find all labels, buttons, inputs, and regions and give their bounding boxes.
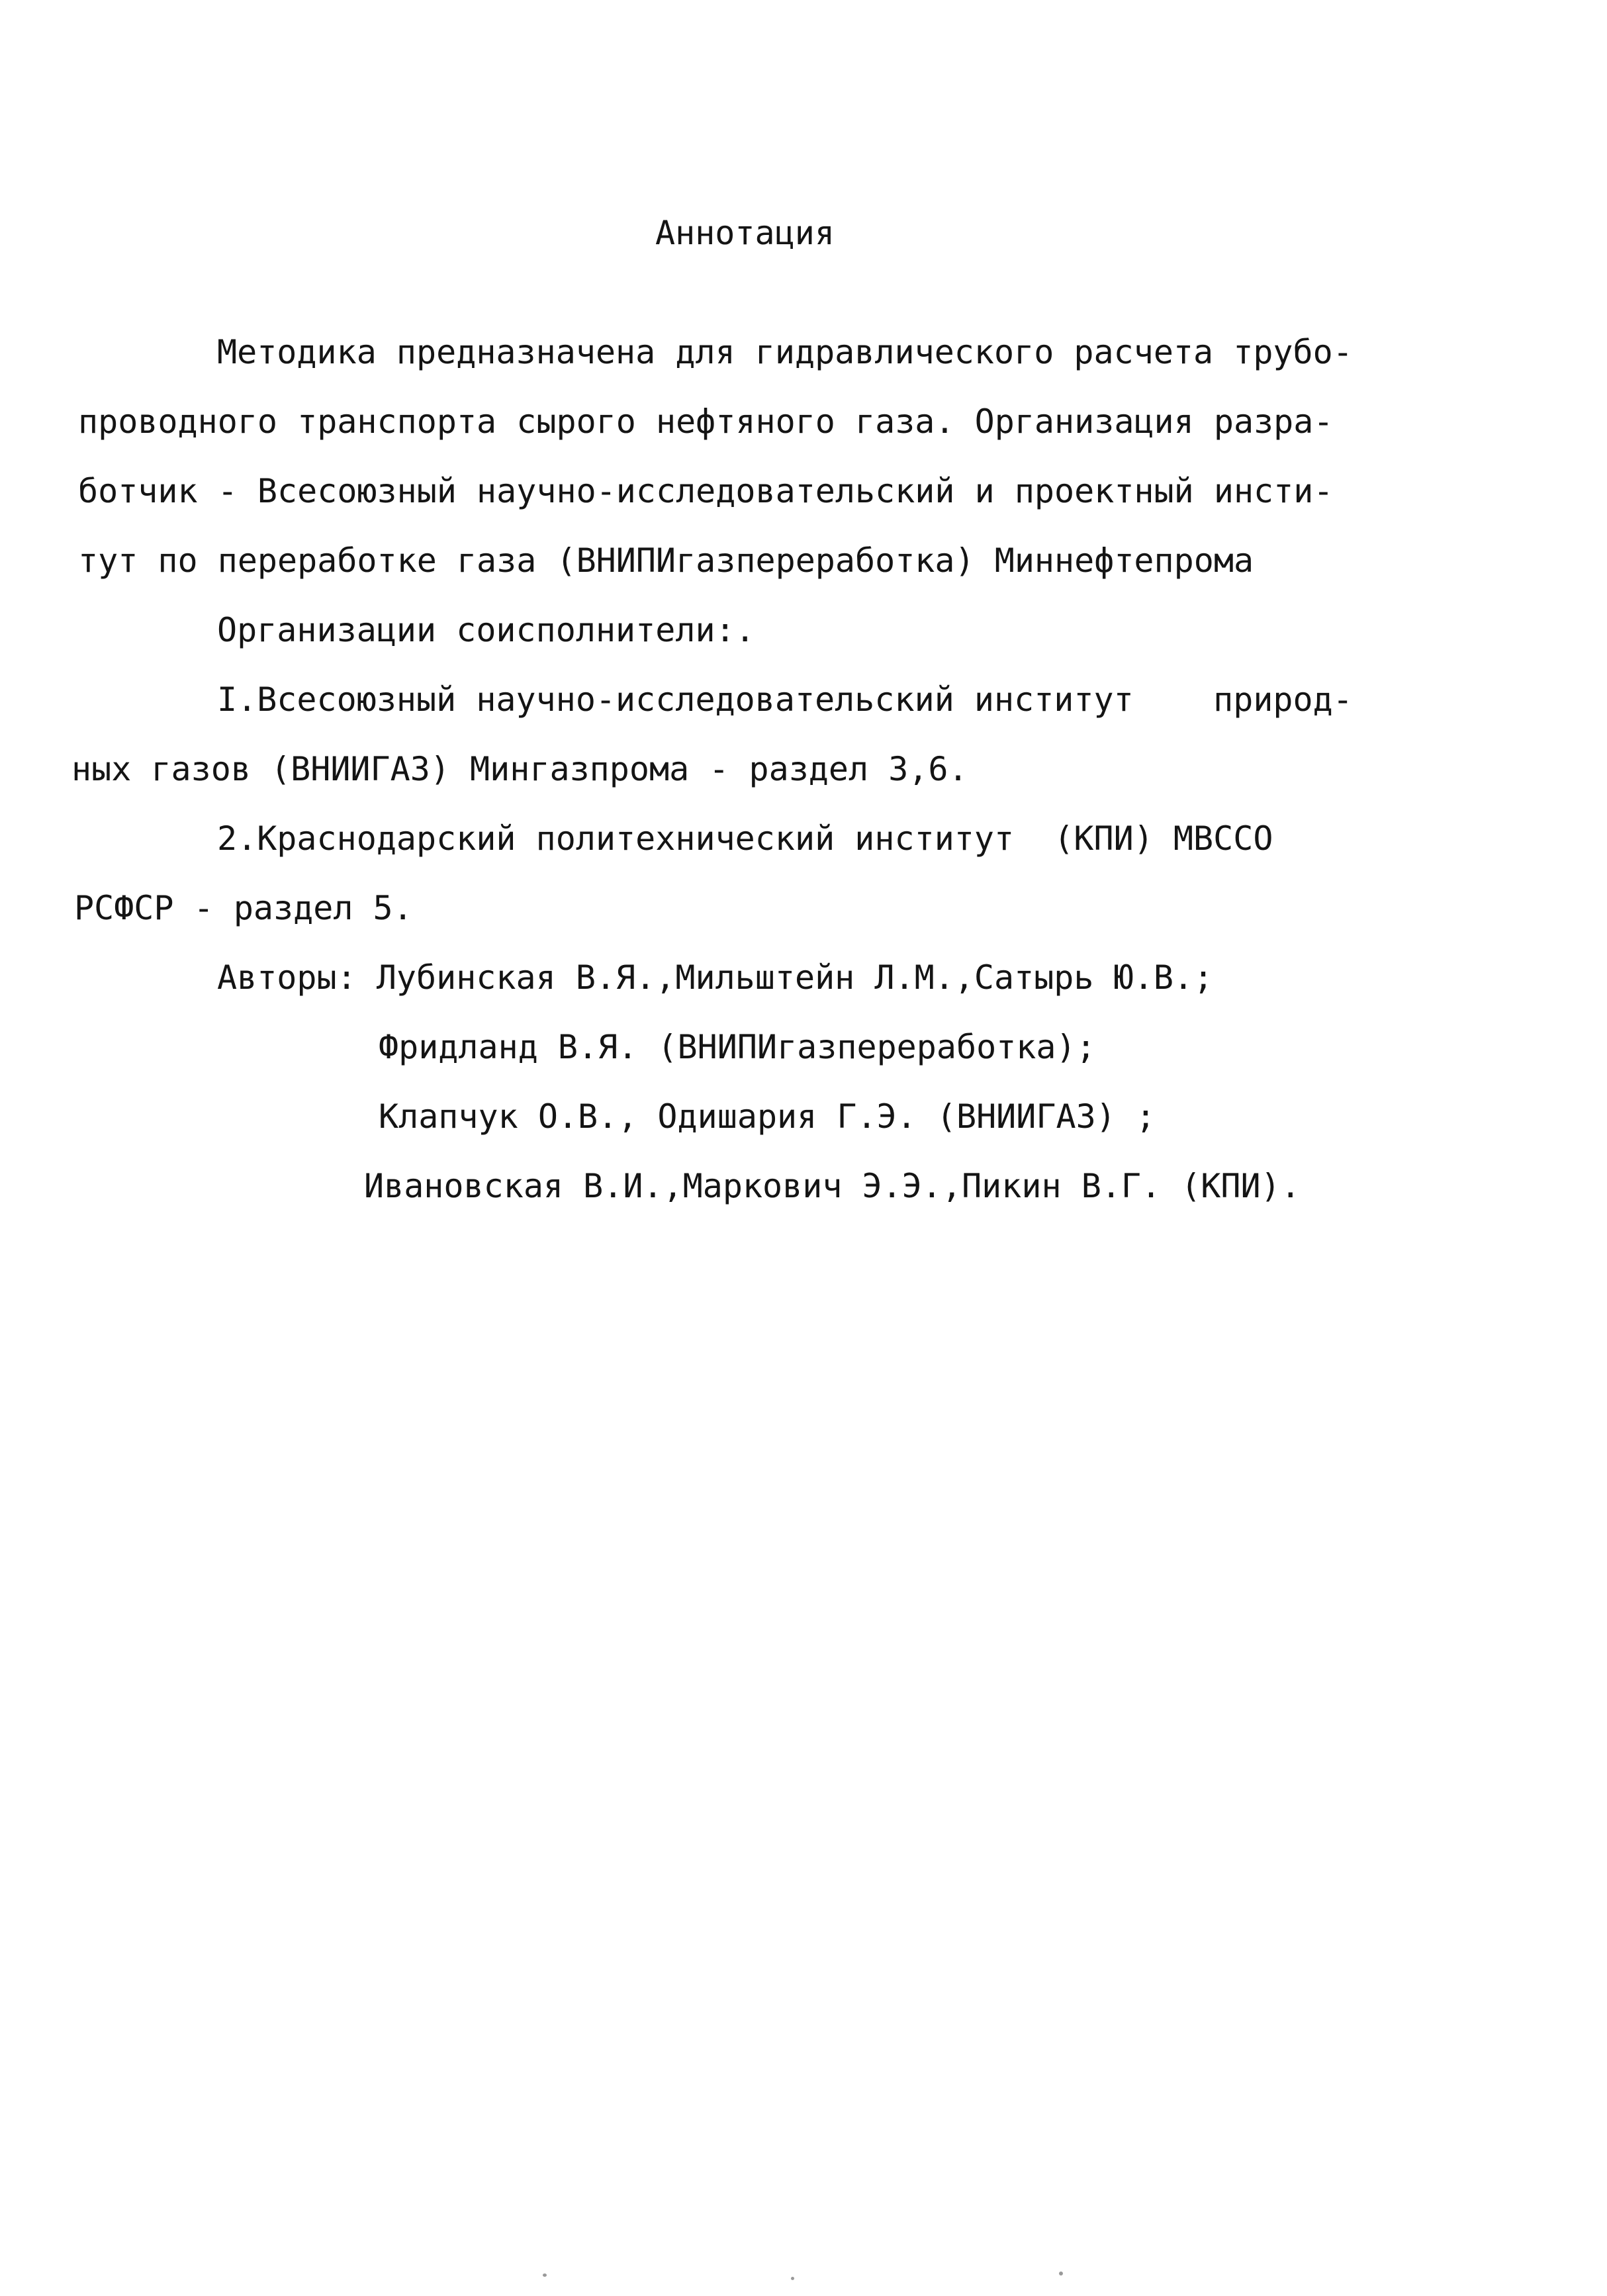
coexecutor-1-line-2: ных газов (ВНИИГАЗ) Мингазпрома - раздел 3,6. (71, 750, 968, 788)
authors-line-2: Фридланд В.Я. (ВНИПИгазпереработка); (379, 1028, 1096, 1066)
coexecutor-1-line-1: I.Всесоюзный научно-исследовательский институт природ- (217, 680, 1353, 719)
scan-speck (791, 2277, 794, 2280)
coexecutor-2-line-2: РСФСР - раздел 5. (74, 889, 413, 927)
paragraph-line-2: проводного транспорта сырого нефтяного газа. Организация разра- (78, 402, 1334, 441)
paragraph-line-1: Методика предназначена для гидравлического расчета трубо- (217, 333, 1353, 371)
paragraph-line-4: тут по переработке газа (ВНИПИгазпереработка) Миннефтепрома (78, 541, 1254, 580)
coexecutors-heading: Организации соисполнители:. (217, 611, 755, 649)
authors-line-4: Ивановская В.И.,Маркович Э.Э.,Пикин В.Г. (КПИ). (364, 1167, 1301, 1205)
paragraph-line-3: ботчик - Всесоюзный научно-исследовательский и проектный инсти- (78, 472, 1334, 510)
authors-line-1: Авторы: Лубинская В.Я.,Мильштейн Л.М.,Сатырь Ю.В.; (217, 958, 1214, 997)
authors-line-3: Клапчук О.В., Одишария Г.Э. (ВНИИГАЗ) ; (379, 1097, 1156, 1136)
coexecutor-2-line-1: 2.Краснодарский политехнический институт (КПИ) МВССО (217, 819, 1273, 858)
scan-speck (543, 2273, 547, 2277)
scan-speck (1059, 2272, 1063, 2275)
page-title: Аннотация (655, 214, 835, 252)
